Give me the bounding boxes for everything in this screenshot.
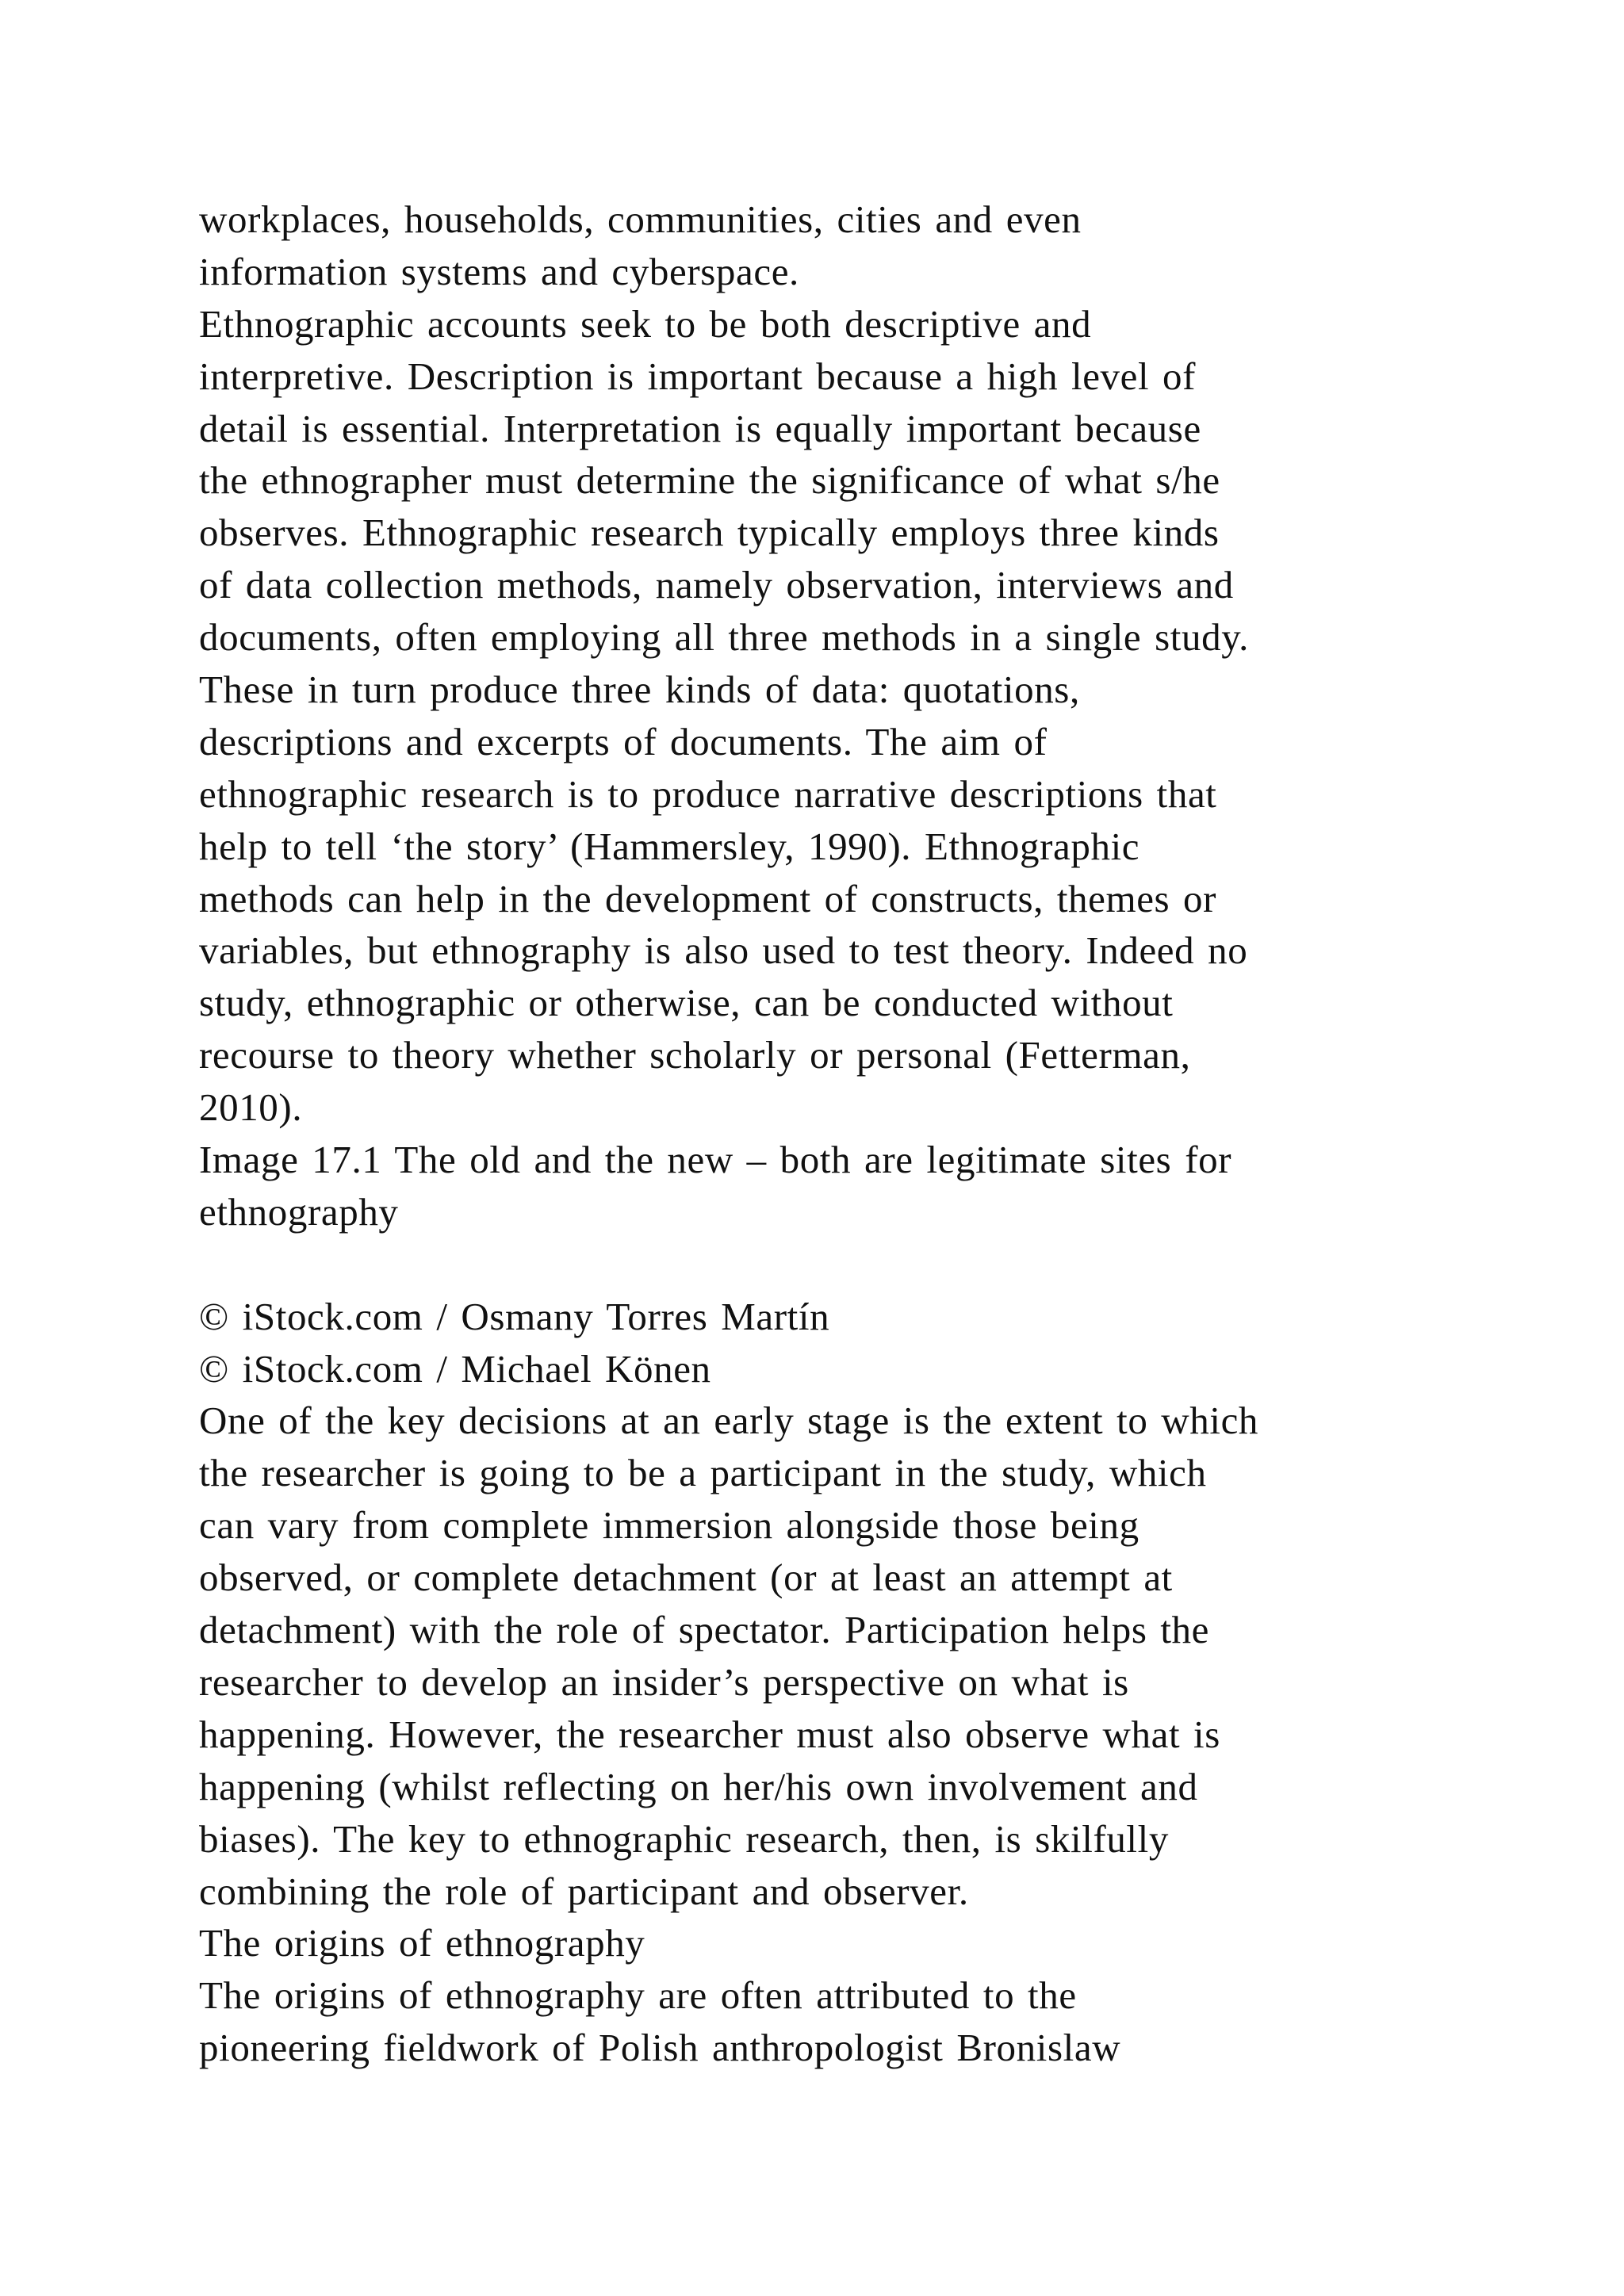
text-line: happening. However, the researcher must also observe what is <box>199 1712 1220 1756</box>
text-line: observed, or complete detachment (or at least an attempt at <box>199 1556 1173 1600</box>
text-line: combining the role of participant and observer. <box>199 1869 969 1913</box>
text-line: 2010). <box>199 1085 303 1130</box>
image-credit: © iStock.com / Osmany Torres Martín <box>199 1294 830 1338</box>
text-line: biases). The key to ethnographic research, then, is skilfully <box>199 1816 1169 1861</box>
image-credit: © iStock.com / Michael Könen <box>199 1346 711 1391</box>
image-caption: ethnography <box>199 1189 399 1234</box>
text-line: Ethnographic accounts seek to be both descriptive and <box>199 301 1092 346</box>
text-line: can vary from complete immersion alongside those being <box>199 1503 1139 1548</box>
text-line: happening (whilst reflecting on her/his own involvement and <box>199 1764 1198 1808</box>
text-line: information systems and cyberspace. <box>199 249 799 293</box>
text-line: variables, but ethnography is also used to test theory. Indeed no <box>199 928 1248 973</box>
text-line: ethnographic research is to produce narrative descriptions that <box>199 771 1217 816</box>
text-line: methods can help in the development of constructs, themes or <box>199 876 1217 920</box>
text-line: The origins of ethnography are often attributed to the <box>199 1973 1077 2018</box>
text-line: documents, often employing all three methods in a single study. <box>199 615 1249 660</box>
text-line: study, ethnographic or otherwise, can be conducted without <box>199 981 1174 1025</box>
image-caption: Image 17.1 The old and the new – both are legitimate sites for <box>199 1138 1232 1182</box>
text-line: pioneering fieldwork of Polish anthropologist Bronislaw <box>199 2026 1121 2070</box>
text-line: descriptions and excerpts of documents. The aim of <box>199 719 1048 763</box>
document-body <box>199 193 1468 2074</box>
text-line: These in turn produce three kinds of data: quotations, <box>199 668 1080 712</box>
text-line: researcher to develop an insider’s perspective on what is <box>199 1659 1129 1704</box>
text-line: help to tell ‘the story’ (Hammersley, 1990). Ethnographic <box>199 824 1140 868</box>
text-line: detail is essential. Interpretation is equally important because <box>199 406 1201 450</box>
text-line: detachment) with the role of spectator. Participation helps the <box>199 1608 1210 1652</box>
text-line: the researcher is going to be a participant in the study, which <box>199 1451 1207 1495</box>
text-line: of data collection methods, namely observation, interviews and <box>199 563 1234 607</box>
text-line: the ethnographer must determine the significance of what s/he <box>199 458 1220 503</box>
text-line: workplaces, households, communities, cities and even <box>199 197 1082 241</box>
text-line: recourse to theory whether scholarly or personal (Fetterman, <box>199 1033 1191 1077</box>
blank-line <box>199 1238 1468 1291</box>
section-heading: The origins of ethnography <box>199 1921 645 1965</box>
text-line: observes. Ethnographic research typically employs three kinds <box>199 511 1220 555</box>
text-line: interpretive. Description is important because a high level of <box>199 354 1197 398</box>
text-line: One of the key decisions at an early stage is the extent to which <box>199 1399 1259 1443</box>
